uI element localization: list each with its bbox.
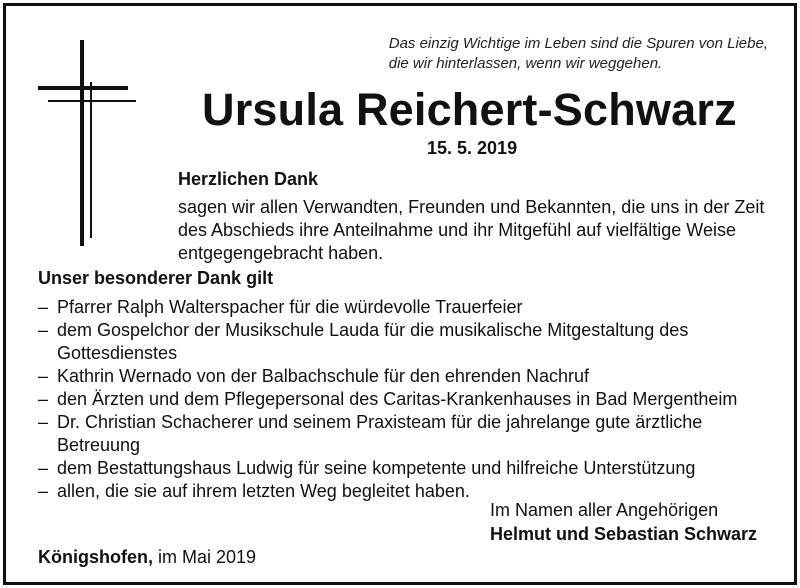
list-item-text: Kathrin Wernado von der Balbachschule für den ehrenden Nachruf [57,366,590,386]
cross-horizontal-bar [38,86,128,90]
notice-frame [3,3,797,585]
place-date: im Mai 2019 [153,547,257,567]
list-item [38,365,778,388]
thanks-paragraph: sagen wir allen Verwandten, Freunden und Bekannten, die uns in der Zeit des Abschieds ihre Anteilnahme und ihr Mitgefühl auf vielfältige Weise entgegengebracht haben. [178,197,765,263]
on-behalf-line: Im Namen aller Angehörigen [490,500,719,520]
dash: – [38,458,49,478]
dash: – [38,297,49,317]
thanks-heading: Herzlichen Dank [178,169,319,189]
deceased-name: Ursula Reichert-Schwarz [202,84,737,135]
list-item [38,388,778,411]
dash: – [38,366,49,386]
signers: Helmut und Sebastian Schwarz [490,524,758,544]
cross-vertical-thin-bar [90,82,92,238]
list-item [38,457,778,480]
dash: – [38,320,49,340]
list-item-text: Pfarrer Ralph Walterspacher für die würdevolle Trauerfeier [57,297,523,317]
list-item [38,296,778,319]
dash: – [38,481,49,501]
list-item-text: dem Gospelchor der Musikschule Lauda für die musikalische Mitgestaltung des Gottesdienstes [57,320,689,363]
special-thanks-heading: Unser besonderer Dank gilt [38,268,274,288]
place-name: Königshofen, [38,547,153,567]
list-item [38,319,778,365]
list-item [38,411,778,457]
quote [389,34,768,74]
thanks-list [38,296,778,503]
dash: – [38,412,49,432]
quote-line: die wir hinterlassen, wenn wir weggehen. [388,55,663,72]
place-and-date [38,547,256,568]
list-item-text: dem Bestattungshaus Ludwig für seine kompetente und hilfreiche Unterstützung [57,458,696,478]
list-item-text: Dr. Christian Schacherer und seinem Praxisteam für die jahrelange gute ärztliche Betreuung [57,412,703,455]
quote-line: Das einzig Wichtige im Leben sind die Spuren von Liebe, [388,35,768,52]
cross-vertical-bar [80,40,84,246]
death-date: 15. 5. 2019 [427,138,518,158]
dash: – [38,389,49,409]
list-item-text: den Ärzten und dem Pflegepersonal des Caritas-Krankenhauses in Bad Mergentheim [57,389,738,409]
cross-horizontal-thin-bar [48,100,136,102]
list-item-text: allen, die sie auf ihrem letzten Weg begleitet haben. [57,481,470,501]
